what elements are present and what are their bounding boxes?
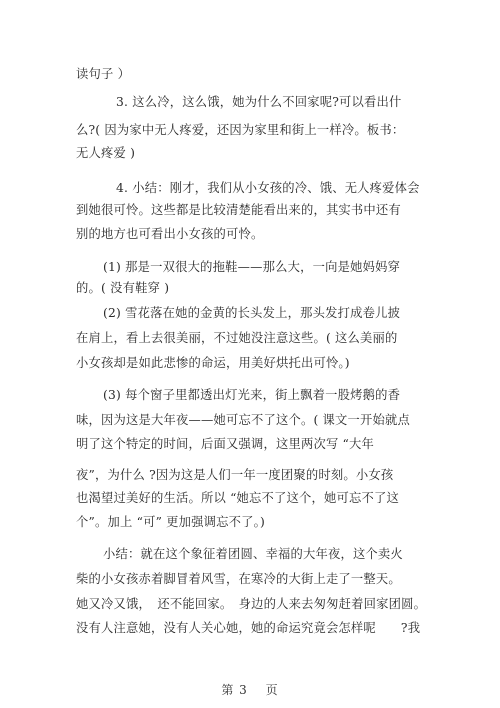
text-line: 明了这个特定的时间，后面又强调，这里两次写 “大年 (76, 437, 375, 451)
page-number: 第 3 页 (221, 683, 279, 697)
text-line: 4. 小结：刚才，我们从小女孩的冷、饿、无人疼爱体会 (116, 181, 420, 195)
text-line: 没有人注意她，没有人关心她，她的命运究竟会怎样呢 ?我 (76, 621, 421, 635)
text-line: 味，因为这是大年夜——她可忘不了这个。( 课文一开始就点 (76, 413, 411, 427)
text-line: 的。( 没有鞋穿 ) (76, 281, 170, 295)
text-line: 她又冷又饿， 还不能回家。 身边的人来去匆匆赶着回家团圆。 (76, 597, 427, 611)
text-line: 么?( 因为家中无人疼爱，还因为家里和街上一样冷。板书： (76, 123, 405, 137)
text-line: 个”。加上 “可” 更加强调忘不了。) (76, 515, 265, 529)
text-line: (1) 那是一双很大的拖鞋——那么大，一向是她妈妈穿 (103, 260, 401, 274)
text-line: 别的地方也可看出小女孩的可怜。 (76, 227, 264, 241)
text-line: 无人疼爱 ) (76, 146, 136, 160)
text-line: 小女孩却是如此悲惨的命运，用美好烘托出可怜。) (76, 356, 350, 370)
text-line: 夜”，为什么 ?因为这是人们一年一度团聚的时刻。小女孩 (76, 468, 394, 482)
text-line: 在肩上，看上去很美丽，不过她没注意这些。( 这么美丽的 (76, 331, 398, 345)
text-line: (3) 每个窗子里都透出灯光来，街上飘着一股烤鹅的香 (103, 388, 401, 402)
text-line: 也渴望过美好的生活。所以 “她忘不了这个，她可忘不了这 (76, 491, 400, 505)
text-line: (2) 雪花落在她的金黄的长头发上，那头发打成卷儿披 (103, 306, 401, 320)
text-line: 小结：就在这个象征着团圆、幸福的大年夜，这个卖火 (103, 547, 403, 561)
text-line: 柴的小女孩赤着脚冒着风雪，在寒冷的大街上走了一整天。 (76, 572, 401, 586)
text-line: 读句子 ） (76, 67, 131, 81)
text-line: 3. 这么冷，这么饿，她为什么不回家呢?可以看出什 (116, 95, 402, 109)
text-line: 到她很可怜。这些都是比较清楚能看出来的，其实书中还有 (76, 203, 401, 217)
